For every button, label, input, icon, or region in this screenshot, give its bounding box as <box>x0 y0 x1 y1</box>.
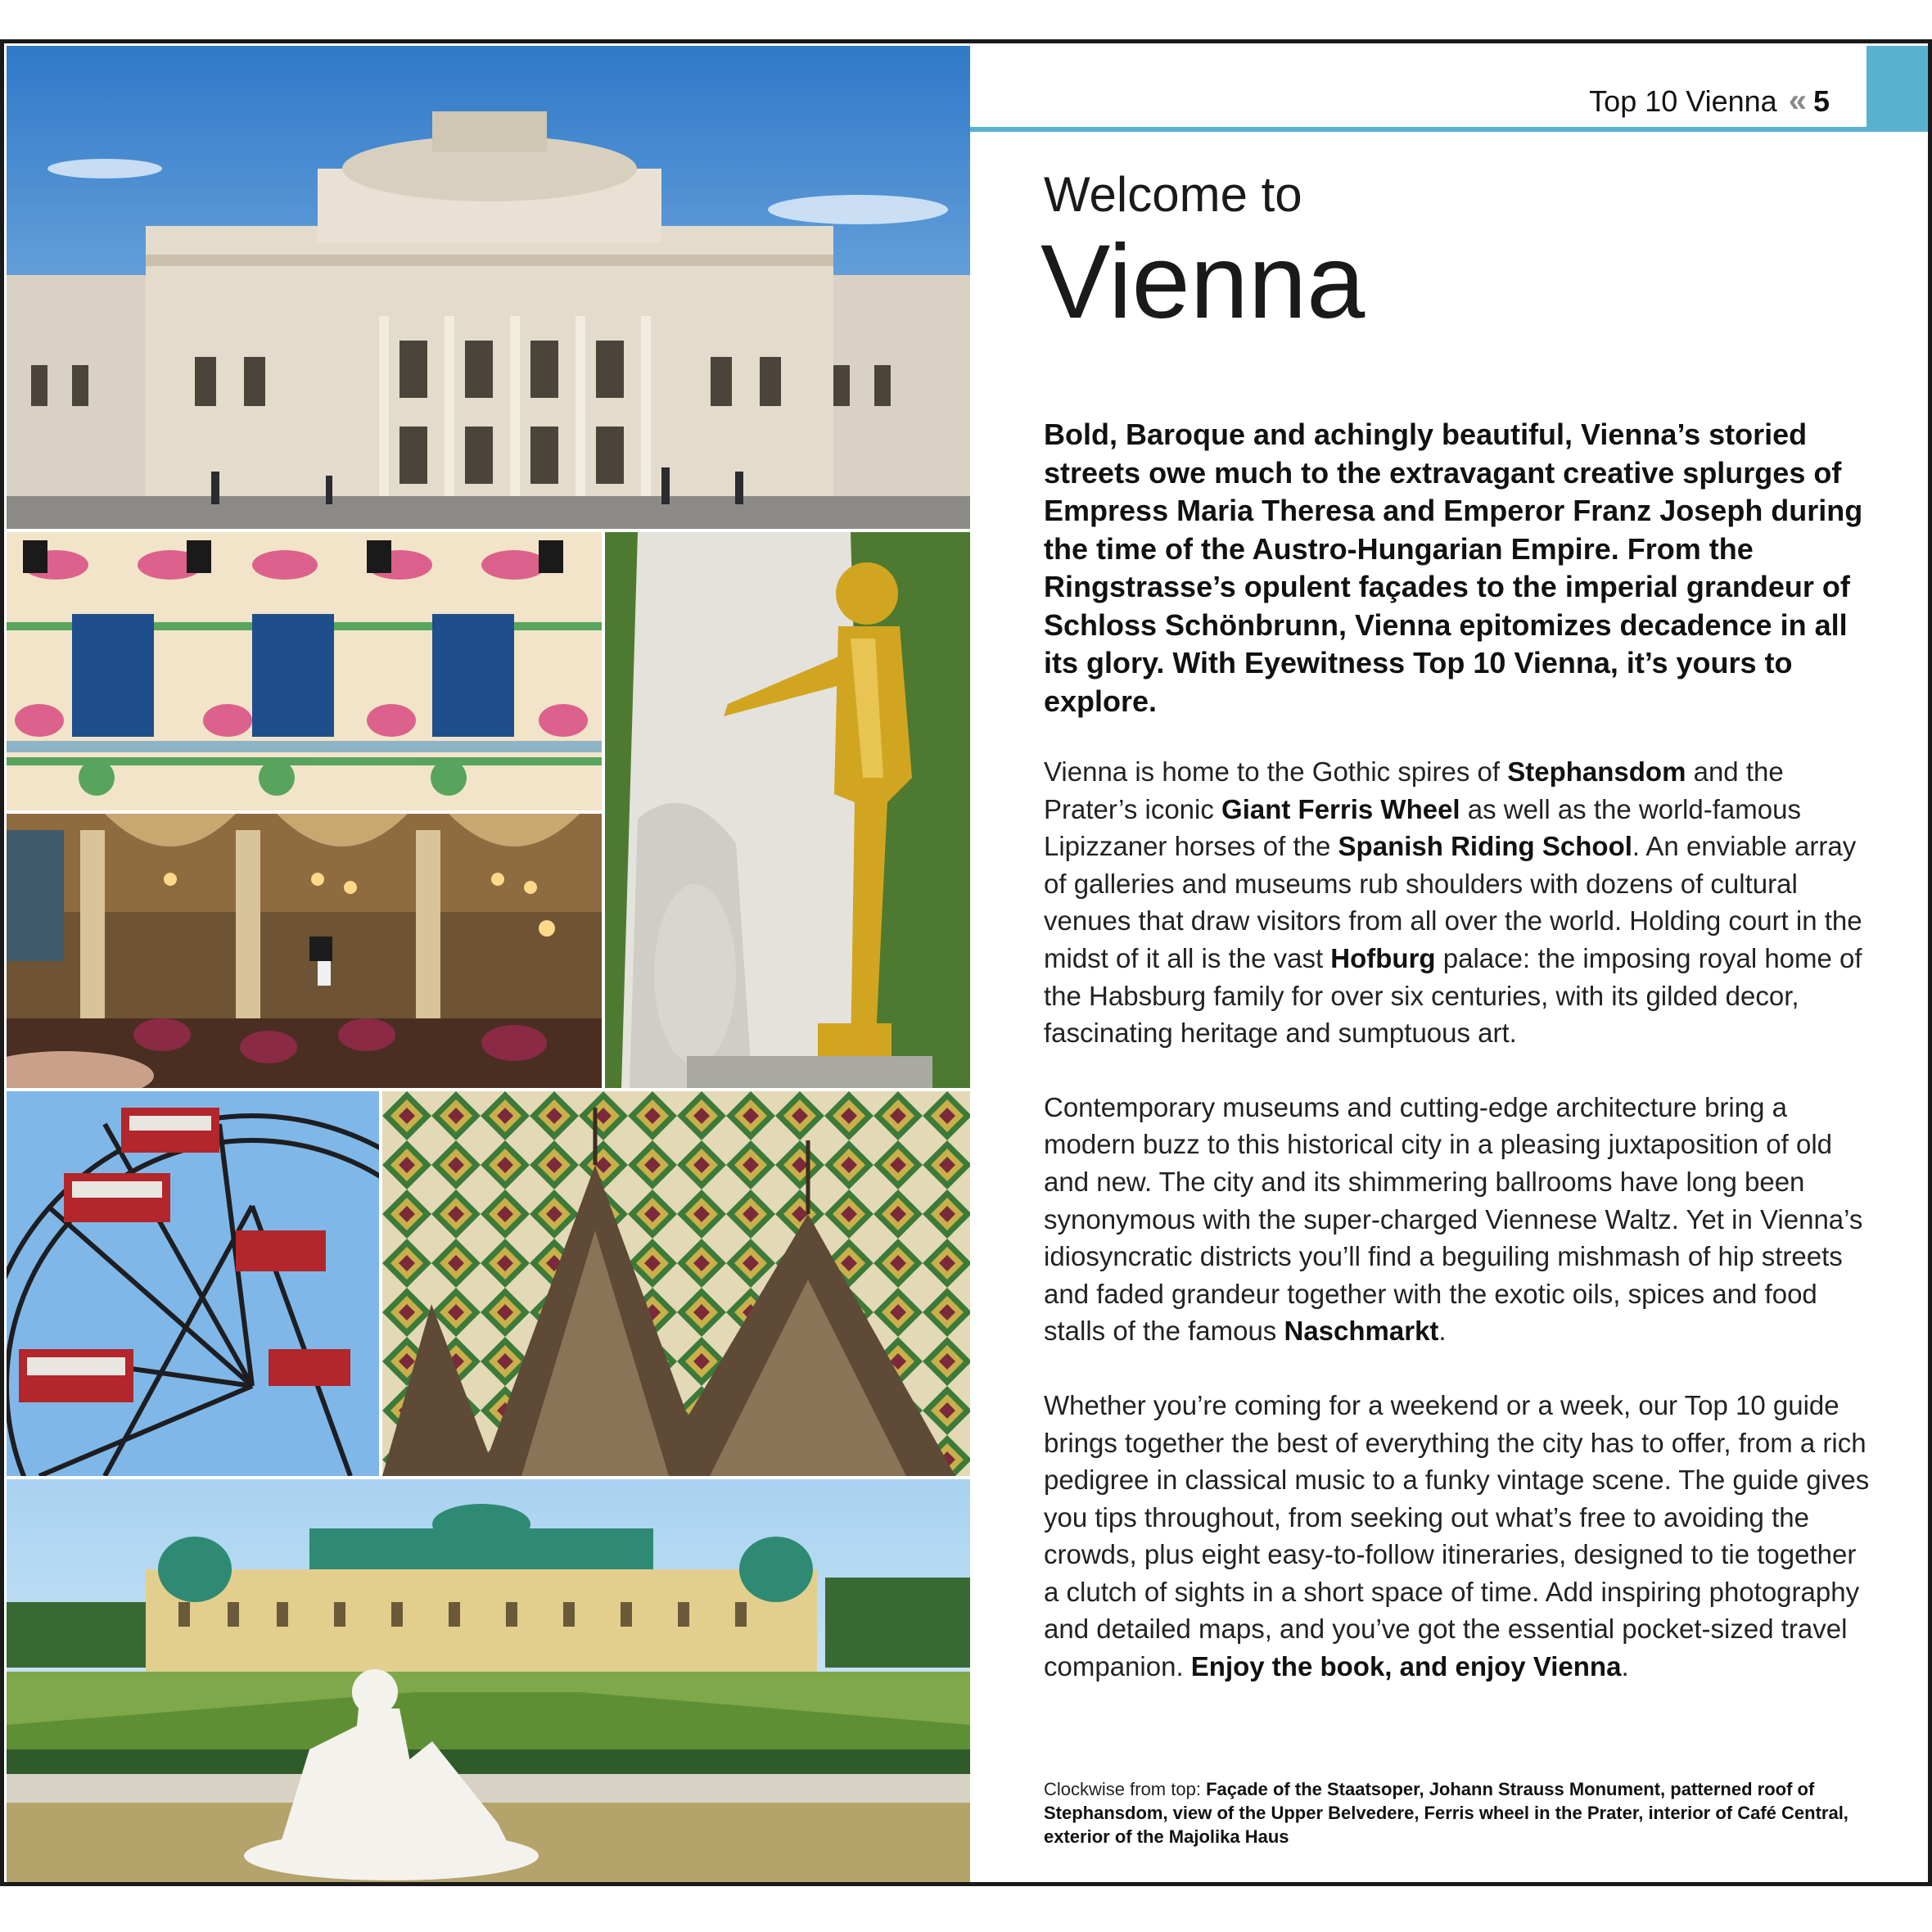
title-welcome: Welcome to <box>1044 167 1302 222</box>
page-tab-marker <box>1867 46 1930 132</box>
highlighted-term: Giant Ferris Wheel <box>1221 793 1460 824</box>
highlighted-term: Naschmarkt <box>1284 1316 1439 1347</box>
body-text: Contemporary museums and cutting-edge architecture bring a modern buzz to this historical city in a pleasing juxtaposition of old and new. The city and its shimmering ballrooms have long been synonymous with the super-charged Viennese Waltz. Yet in Vienna’s idiosyncratic districts you’ll find a beguiling mishmash of hip streets and faded grandeur together with the exotic oils, spices and food stalls of the famous <box>1044 1091 1863 1347</box>
body-paragraph <box>1044 753 1871 1052</box>
stephansdom-roof-photo <box>382 1091 970 1476</box>
running-head-title: Top 10 Vienna <box>1589 84 1777 118</box>
cafe-central-photo <box>7 814 602 1088</box>
highlighted-term: Hofburg <box>1330 942 1436 973</box>
caption-text: Façade of the Staatsoper, Johann Strauss Monument, patterned roof of Stephansdom, view of the Upper Belvedere, Ferris wheel in the Prater, interior of Café Central, exterior of the Majolika Haus <box>1044 1778 1848 1847</box>
highlighted-term: Stephansdom <box>1507 756 1686 787</box>
header-accent-rule <box>970 127 1867 132</box>
title-city: Vienna <box>1040 223 1365 341</box>
staatsoper-photo <box>7 46 970 529</box>
body-paragraph <box>1044 1387 1871 1686</box>
body-text: Vienna is home to the Gothic spires of <box>1044 756 1508 787</box>
prater-ferris-wheel-photo <box>7 1091 379 1476</box>
body-text: Whether you’re coming for a weekend or a week, our Top 10 guide brings together the best of everything the city has to offer, from a rich pedigree in classical music to a funky vintage scene. The guide gives you tips throughout, from seeking out what’s free to avoiding the crowds, plus eight easy-to-follow itineraries, designed to tie together a clutch of sights in a short space of time. Add inspiring photography and detailed maps, and you’ve got the essential pocket-sized travel companion. <box>1044 1389 1870 1682</box>
body-text: . An enviable array of galleries and museums rub shoulders with dozens of cultural venues that draw visitors from all over the world. Holding court in the midst of it all is the vast <box>1044 831 1862 973</box>
majolika-haus-photo <box>7 532 602 810</box>
body-text: and the Prater’s iconic <box>1044 756 1784 824</box>
page-number: 5 <box>1812 84 1830 118</box>
highlighted-term: Enjoy the book, and enjoy Vienna <box>1190 1651 1622 1682</box>
highlighted-term: Spanish Riding School <box>1338 831 1632 862</box>
body-text: as well as the world-famous Lipizzaner horses of the <box>1044 793 1801 862</box>
upper-belvedere-photo <box>7 1479 970 1884</box>
book-page <box>0 39 1932 1886</box>
body-paragraph <box>1044 1089 1871 1350</box>
photo-caption <box>1044 1777 1862 1848</box>
caption-lead: Clockwise from top: <box>1044 1778 1207 1799</box>
johann-strauss-monument-photo <box>605 532 970 1088</box>
body-text: . <box>1438 1316 1447 1347</box>
body-text: palace: the imposing royal home of the Habsburg family for over six centuries, with its gilded decor, fascinating heritage and sumptuous art. <box>1044 942 1862 1049</box>
intro-paragraph: Bold, Baroque and achingly beautiful, Vienna’s storied streets owe much to the extravagant creative splurges of Empress Maria Theresa and Emperor Franz Joseph during the time of the Austro-Hungarian Empire. From the Ringstrasse’s opulent façades to the imperial grandeur of Schloss Schönbrunn, Vienna epitomizes decadence in all its glory. With Eyewitness Top 10 Vienna, it’s yours to explore. <box>1044 418 1863 718</box>
text-column <box>1040 166 1871 1848</box>
double-chevron-icon: « <box>1788 83 1802 119</box>
running-head <box>1589 83 1830 120</box>
body-text: . <box>1621 1651 1629 1682</box>
